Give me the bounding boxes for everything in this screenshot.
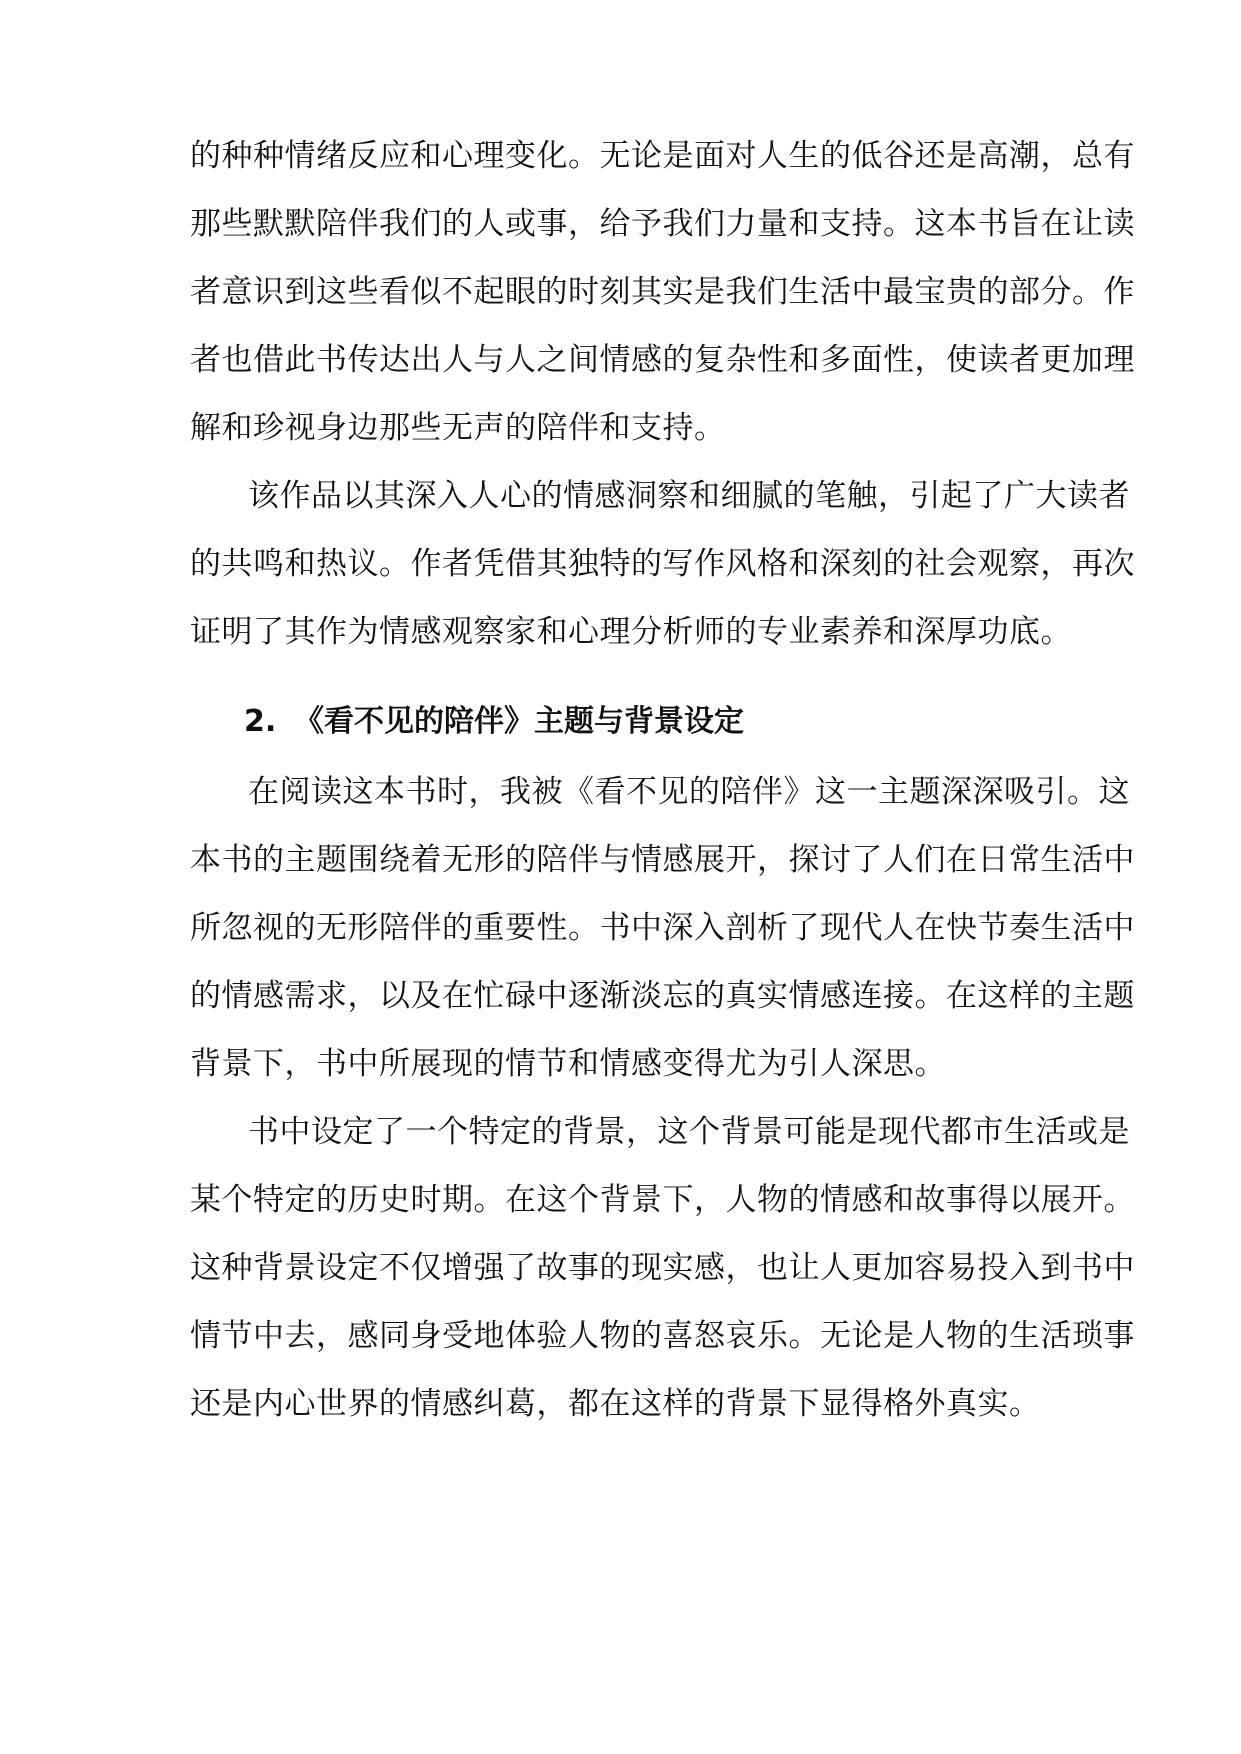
text-line: 者意识到这些看似不起眼的时刻其实是我们生活中最宝贵的部分。作 <box>190 274 1135 310</box>
text-line: 的共鸣和热议。作者凭借其独特的写作风格和深刻的社会观察，再次 <box>190 546 1135 582</box>
text-line: 背景下，书中所展现的情节和情感变得尤为引人深思。 <box>190 1046 946 1082</box>
text-line: 还是内心世界的情感纠葛，都在这样的背景下显得格外真实。 <box>190 1386 1041 1422</box>
text-line: 某个特定的历史时期。在这个背景下，人物的情感和故事得以展开。 <box>190 1182 1135 1218</box>
section-title: 《看不见的陪伴》主题与背景设定 <box>294 704 744 739</box>
text-line: 解和珍视身边那些无声的陪伴和支持。 <box>190 410 726 446</box>
text-line: 本书的主题围绕着无形的陪伴与情感展开，探讨了人们在日常生活中 <box>190 842 1135 878</box>
text-line: 所忽视的无形陪伴的重要性。书中深入剖析了现代人在快节奏生活中 <box>190 910 1135 946</box>
text-line: 的情感需求，以及在忙碌中逐渐淡忘的真实情感连接。在这样的主题 <box>190 978 1135 1014</box>
section-heading <box>244 702 744 742</box>
text-line: 那些默默陪伴我们的人或事，给予我们力量和支持。这本书旨在让读 <box>190 206 1135 242</box>
text-line: 在阅读这本书时，我被《看不见的陪伴》这一主题深深吸引。这 <box>248 774 1130 810</box>
text-line: 这种背景设定不仅增强了故事的现实感，也让人更加容易投入到书中 <box>190 1250 1135 1286</box>
text-line: 情节中去，感同身受地体验人物的喜怒哀乐。无论是人物的生活琐事 <box>190 1318 1135 1354</box>
section-number: 2. <box>244 704 277 739</box>
text-line: 者也借此书传达出人与人之间情感的复杂性和多面性，使读者更加理 <box>190 342 1135 378</box>
text-line: 证明了其作为情感观察家和心理分析师的专业素养和深厚功底。 <box>190 614 1072 650</box>
text-line: 的种种情绪反应和心理变化。无论是面对人生的低谷还是高潮，总有 <box>190 138 1135 174</box>
text-line: 该作品以其深入人心的情感洞察和细腻的笔触，引起了广大读者 <box>248 478 1130 514</box>
text-line: 书中设定了一个特定的背景，这个背景可能是现代都市生活或是 <box>248 1114 1130 1150</box>
